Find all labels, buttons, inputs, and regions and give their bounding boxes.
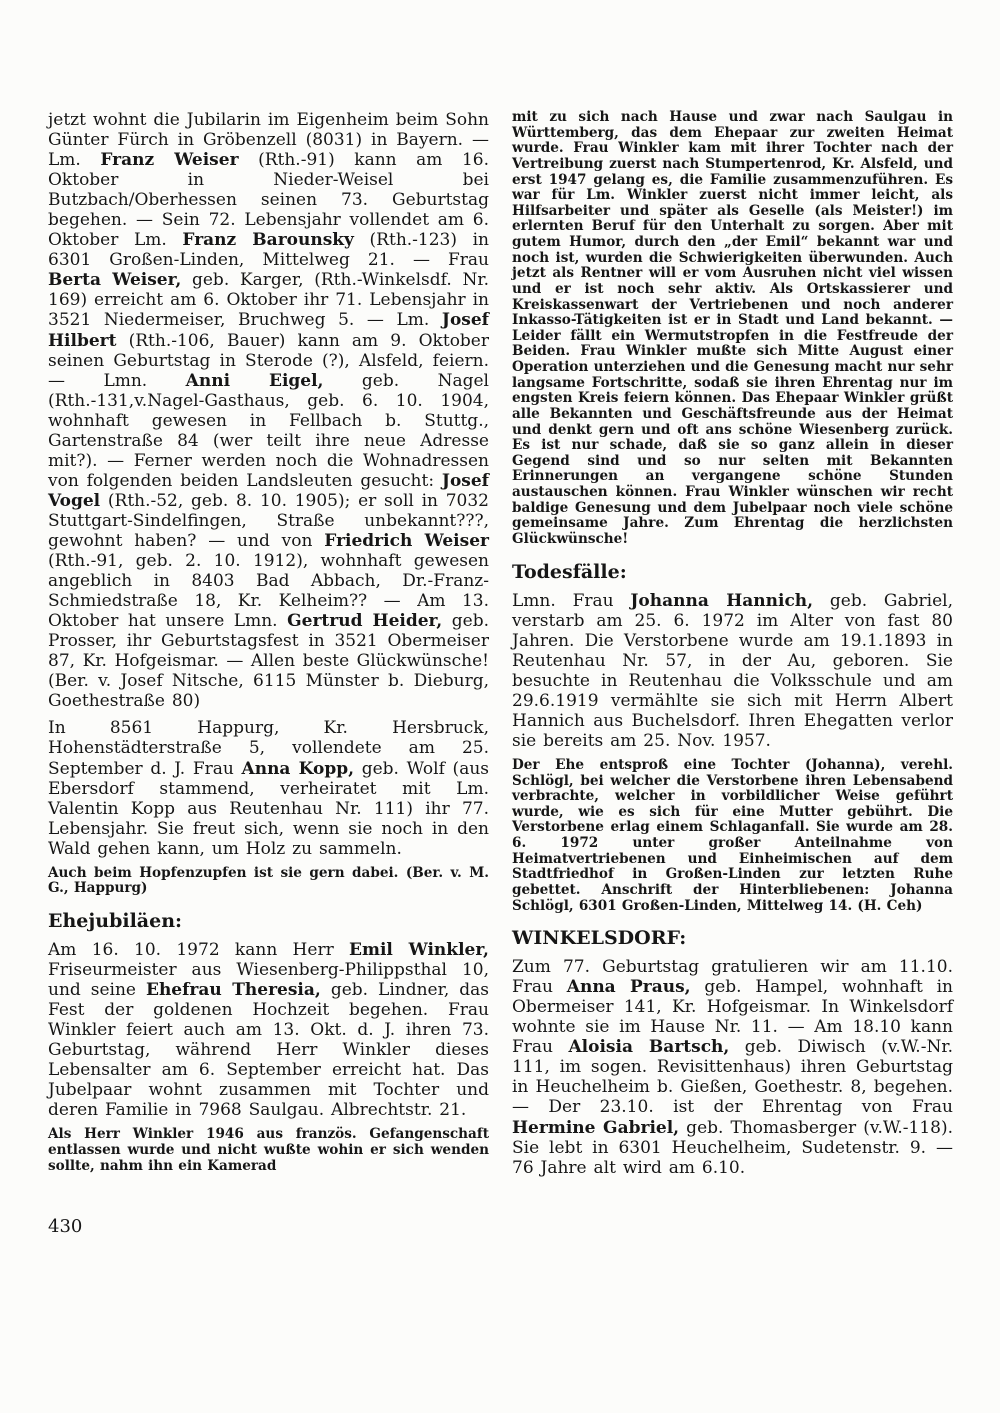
page-number: 430 bbox=[48, 1216, 83, 1238]
winkler-story-note: Als Herr Winkler 1946 aus französ. Gefangenschaft entlassen wurde und nicht wußte wohin er sich wenden sollte, nahm ihn ein Kamerad bbox=[48, 1126, 489, 1174]
todesfaelle-heading: Todesfälle: bbox=[512, 560, 627, 583]
birthday-news-paragraph: jetzt wohnt die Jubilarin im Eigenheim beim Sohn Günter Fürch in Gröbenzell (8031) in Bayern. — Lm. Franz Weiser (Rth.-91) kann am 16. Oktober in Nieder-Weisel bei Butzbach/Oberhessen seinen 73. Geburtstag begehen. — Sein 72. Lebensjahr vollendet am 6. Oktober Lm. Franz Barounsky (Rth.-123) in 6301 Großen-Linden, Mittelweg 21. — Frau Berta Weiser, geb. Karger, (Rth.-Winkelsdf. Nr. 169) erreicht am 6. Oktober ihr 71. Lebensjahr in 3521 Niedermeiser, Bruchweg 5. — Lm. Josef Hilbert (Rth.-106, Bauer) kann am 9. Oktober seinen Geburtstag in Sterode (?), Alsfeld, feiern. — Lmn. Anni Eigel, geb. Nagel (Rth.-131,v.Nagel-Gasthaus, geb. 6. 10. 1904, wohnhaft gewesen in Fellbach b. Stuttg., Gartenstraße 84 (wer teilt ihre neue Adresse mit?). — Ferner werden noch die Wohnadressen von folgenden beiden Landsleuten gesucht: Josef Vogel (Rth.-52, geb. 8. 10. 1905); er soll in 7032 Stuttgart-Sindelfingen, Straße unbekannt???, gewohnt haben? — und von Friedrich Weiser (Rth.-91, geb. 2. 10. 1912), wohnhaft gewesen angeblich in 8403 Bad Abbach, Dr.-Franz-Schmiedstraße 18, Kr. Kelheim?? — Am 13. Oktober hat unsere Lmn. Gertrud Heider, geb. Prosser, ihr Geburtstagsfest in 3521 Obermeiser 87, Kr. Hofgeismar. — Allen beste Glückwünsche! (Ber. v. Josef Nitsche, 6115 Münster b. Dieburg, Goethestraße 80) bbox=[48, 110, 490, 712]
winkelsdorf-heading: WINKELSDORF: bbox=[512, 927, 687, 950]
hannich-obituary-paragraph: Lmn. Frau Johanna Hannich, geb. Gabriel, verstarb am 25. 6. 1972 im Alter von fast 80 Jahren. Die Verstorbene wurde am 19.1.1893 in Reutenhau Nr. 57, in der Au, geboren. Sie besuchte in Reutenhau die Volksschule und am 29.6.1919 vermählte sie sich mit Herrn Albert Hannich aus Buchelsdorf. Ihren Ehegatten verlor sie bereits am 25. Nov. 1957. bbox=[512, 590, 953, 751]
right-column bbox=[512, 110, 953, 1185]
winkler-story-continuation: mit zu sich nach Hause und zwar nach Saulgau in Württemberg, das dem Ehepaar zur zweiten Heimat wurde. Frau Winkler kam mit ihrer Tochter nach der Vertreibung zuerst nach Stumpertenrod, Kr. Alsfeld, und erst 1947 gelang es, die Familie zusammenzuführen. Es war für Lm. Winkler zuerst nicht immer leicht, als Hilfsarbeiter und später als Geselle (als Meister!) im erlernten Beruf für den Unterhalt zu sorgen. Aber mit gutem Humor, durch den „der Emil“ bekannt war und noch ist, wurden die Schwierigkeiten überwunden. Auch jetzt als Rentner will er vom Ausruhen nicht viel wissen und er ist noch sehr aktiv. Als Ortskassierer und Kreiskassenwart der Vertriebenen und noch anderer Inkasso-Tätigkeiten ist er in Stadt und Land bekannt. — Leider fällt ein Wermutstropfen in die Festfreude der Beiden. Frau Winkler mußte sich Mitte August einer Operation unterziehen und die Genesung macht nur sehr langsame Fortschritte, sodaß sie ihren Ehrentag nur im engsten Kreis feiern können. Das Ehepaar Winkler grüßt alle Bekannten und Geschäftsfreunde aus der Heimat und denkt gern und oft ans schöne Wiesenberg zurück. Es ist nur schade, daß sie so ganz allein in dieser Gegend sind und so nur selten mit Bekannten Erinnerungen an vergangene schöne Stunden austauschen können. Frau Winkler wünschen wir recht baldige Genesung und dem Jubelpaar noch viele schöne gemeinsame Jahre. Zum Ehrentag die herzlichsten Glückwünsche! bbox=[512, 109, 954, 547]
left-column bbox=[48, 110, 489, 1237]
anna-kopp-paragraph: In 8561 Happurg, Kr. Hersbruck, Hohenstädterstraße 5, vollendete am 25. September d. J. Frau Anna Kopp, geb. Wolf (aus Ebersdorf stammend, verheiratet mit Lm. Valentin Kopp aus Reutenhau Nr. 111) ihr 77. Lebensjahr. Sie freut sich, wenn sie noch in den Wald gehen kann, um Holz zu sammeln. bbox=[48, 718, 489, 859]
ehejubilaeen-heading: Ehejubiläen: bbox=[48, 909, 183, 932]
winkelsdorf-paragraph: Zum 77. Geburtstag gratulieren wir am 11.10. Frau Anna Praus, geb. Hampel, wohnhaft in Obermeiser 141, Kr. Hofgeismar. In Winkelsdorf wohnte sie im Hause Nr. 11. — Am 18.10 kann Frau Aloisia Bartsch, geb. Diwisch (v.W.-Nr. 111, im sogen. Revisittenhaus) ihren Geburtstag in Heuchelheim b. Gießen, Goethestr. 8, begehen. — Der 23.10. ist der Ehrentag von Frau Hermine Gabriel, geb. Thomasberger (v.W.-118). Sie lebt in 6301 Heuchelheim, Sudetenstr. 9. — 76 Jahre alt wird am 6.10. bbox=[512, 957, 953, 1178]
hannich-obituary-note: Der Ehe entsproß eine Tochter (Johanna), verehl. Schlögl, bei welcher die Verstorbene ihren Lebensabend verbrachte, welcher in vorbildlicher Weise geführt wurde, wie es sich für eine Mutter gebührt. Die Verstorbene erlag einem Schlaganfall. Sie wurde am 28. 6. 1972 unter großer Anteilnahme von Heimatvertriebenen und Einheimischen auf dem Stadtfriedhof in Großen-Linden zur letzten Ruhe gebettet. Anschrift der Hinterbliebenen: Johanna Schlögl, 6301 Großen-Linden, Mittelweg 14. (H. Ceh) bbox=[512, 756, 953, 914]
winkler-jubilee-paragraph: Am 16. 10. 1972 kann Herr Emil Winkler, Friseurmeister aus Wiesenberg-Philippsthal 10, und seine Ehefrau Theresia, geb. Lindner, das Fest der goldenen Hochzeit begehen. Frau Winkler feiert auch am 13. Okt. d. J. ihren 73. Geburtstag, während Herr Winkler dieses Lebensalter am 6. September erreicht hat. Das Jubelpaar wohnt zusammen mit Tochter und deren Familie in 7968 Saulgau. Albrechtstr. 21. bbox=[48, 939, 489, 1121]
hopfenzupfen-note: Auch beim Hopfenzupfen ist sie gern dabei. (Ber. v. M. G., Happurg) bbox=[48, 864, 489, 897]
